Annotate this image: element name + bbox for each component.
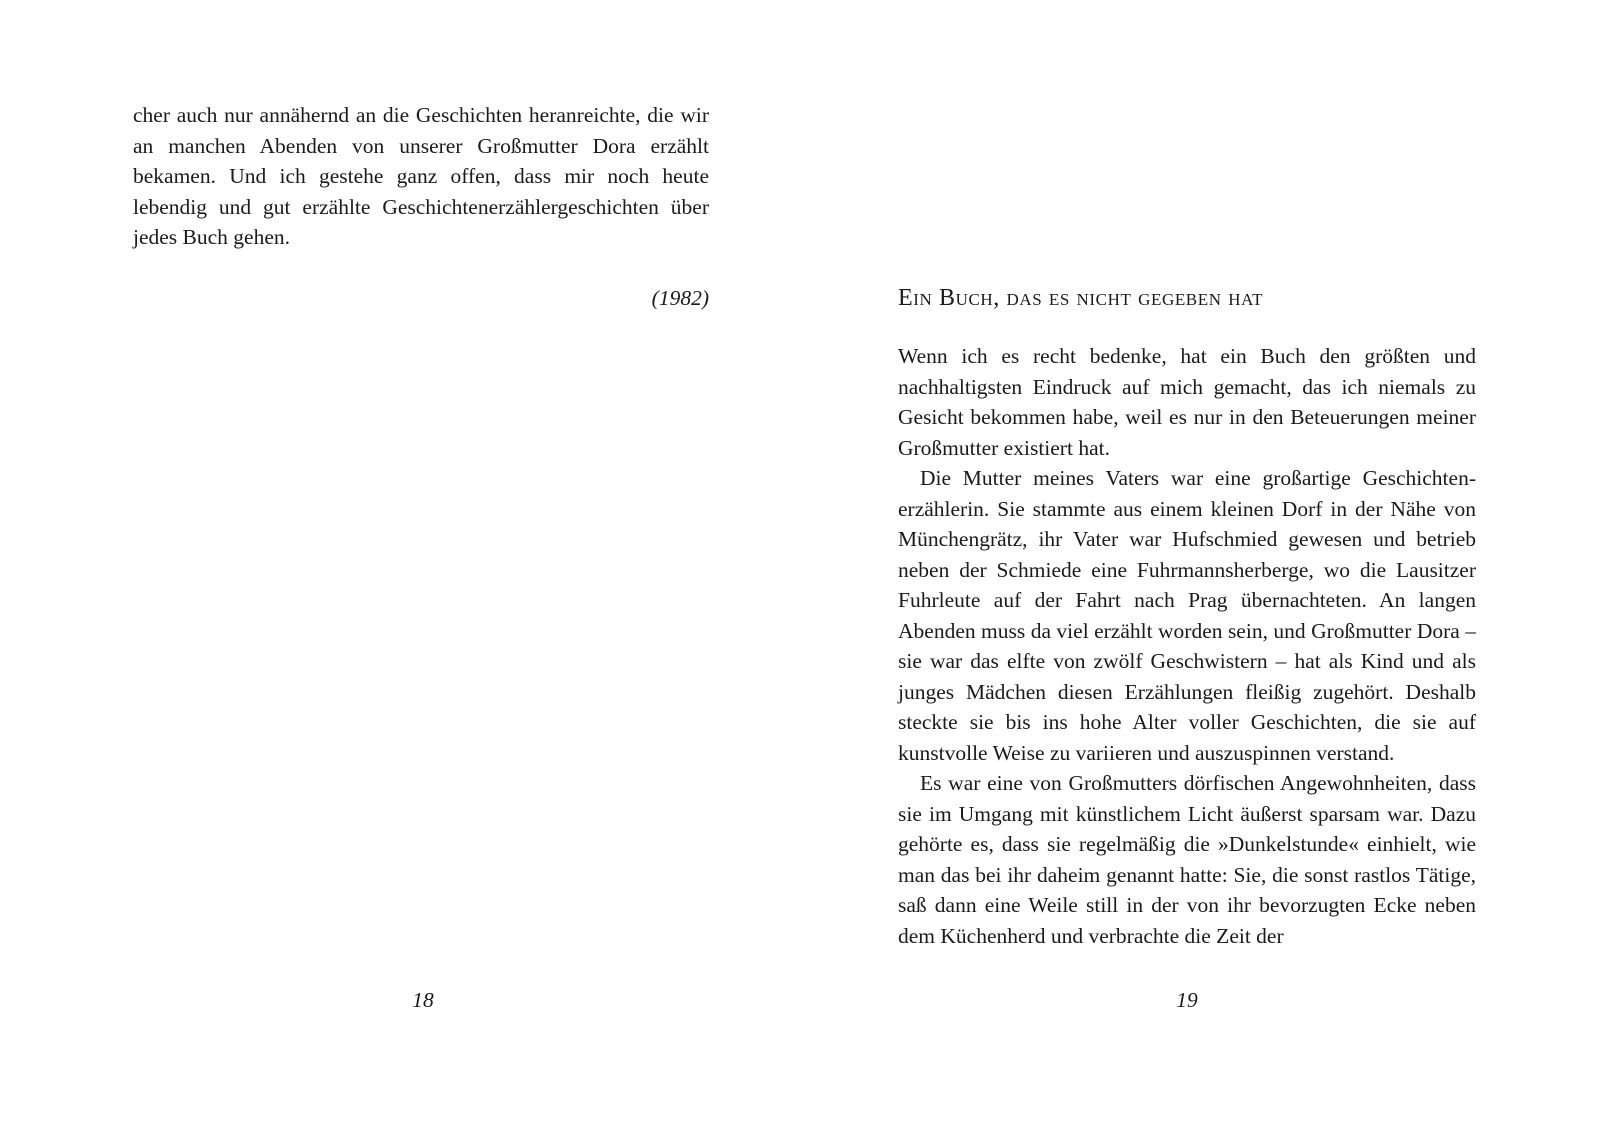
right-page — [800, 0, 1600, 1138]
left-page-text — [133, 100, 709, 253]
page-number-left: 18 — [412, 988, 434, 1012]
paragraph: cher auch nur annähernd an die Geschichten heranreichte, die wir an manchen Abenden von unserer Großmutter Dora erzählt bekamen. Und ich gestehe ganz offen, dass mir noch heute lebendig und gut erzählte Geschichtenerzählergeschichten über jedes Buch gehen. — [133, 103, 709, 249]
right-page-text — [898, 341, 1476, 951]
paragraph: Die Mutter meines Vaters war eine großartige Geschichtenerzählerin. Sie stammte aus einem kleinen Dorf in der Nähe von Münchengrätz, ihr Vater war Hufschmied gewesen und betrieb neben der Schmiede eine Fuhrmannsherberge, wo die Lausitzer Fuhrleute auf der Fahrt nach Prag übernachteten. An langen Abenden muss da viel erzählt worden sein, und Großmutter Dora – sie war das elfte von zwölf Geschwistern – hat als Kind und als junges Mädchen diesen Erzählungen fleißig zugehört. Deshalb steckte sie bis ins hohe Alter voller Geschichten, die sie auf kunstvolle Weise zu variieren und auszuspinnen verstand. — [898, 466, 1476, 765]
paragraph: Es war eine von Großmutters dörfischen Angewohnheiten, dass sie im Umgang mit künstlichem Licht äußerst sparsam war. Dazu gehörte es, dass sie regelmäßig die »Dunkelstunde« einhielt, wie man das bei ihr daheim genannt hatte: Sie, die sonst rastlos Tätige, saß dann eine Weile still in der von ihr bevorzugten Ecke neben dem Küchenherd und verbrachte die Zeit der — [898, 771, 1476, 948]
page-number-right: 19 — [1176, 988, 1198, 1012]
chapter-title: Ein Buch, das es nicht gegeben hat — [898, 285, 1264, 311]
date-line: (1982) — [651, 286, 709, 310]
paragraph: Wenn ich es recht bedenke, hat ein Buch den größten und nachhaltigsten Eindruck auf mich gemacht, das ich niemals zu Gesicht bekommen habe, weil es nur in den Beteuerungen meiner Großmutter existiert hat. — [898, 344, 1476, 460]
